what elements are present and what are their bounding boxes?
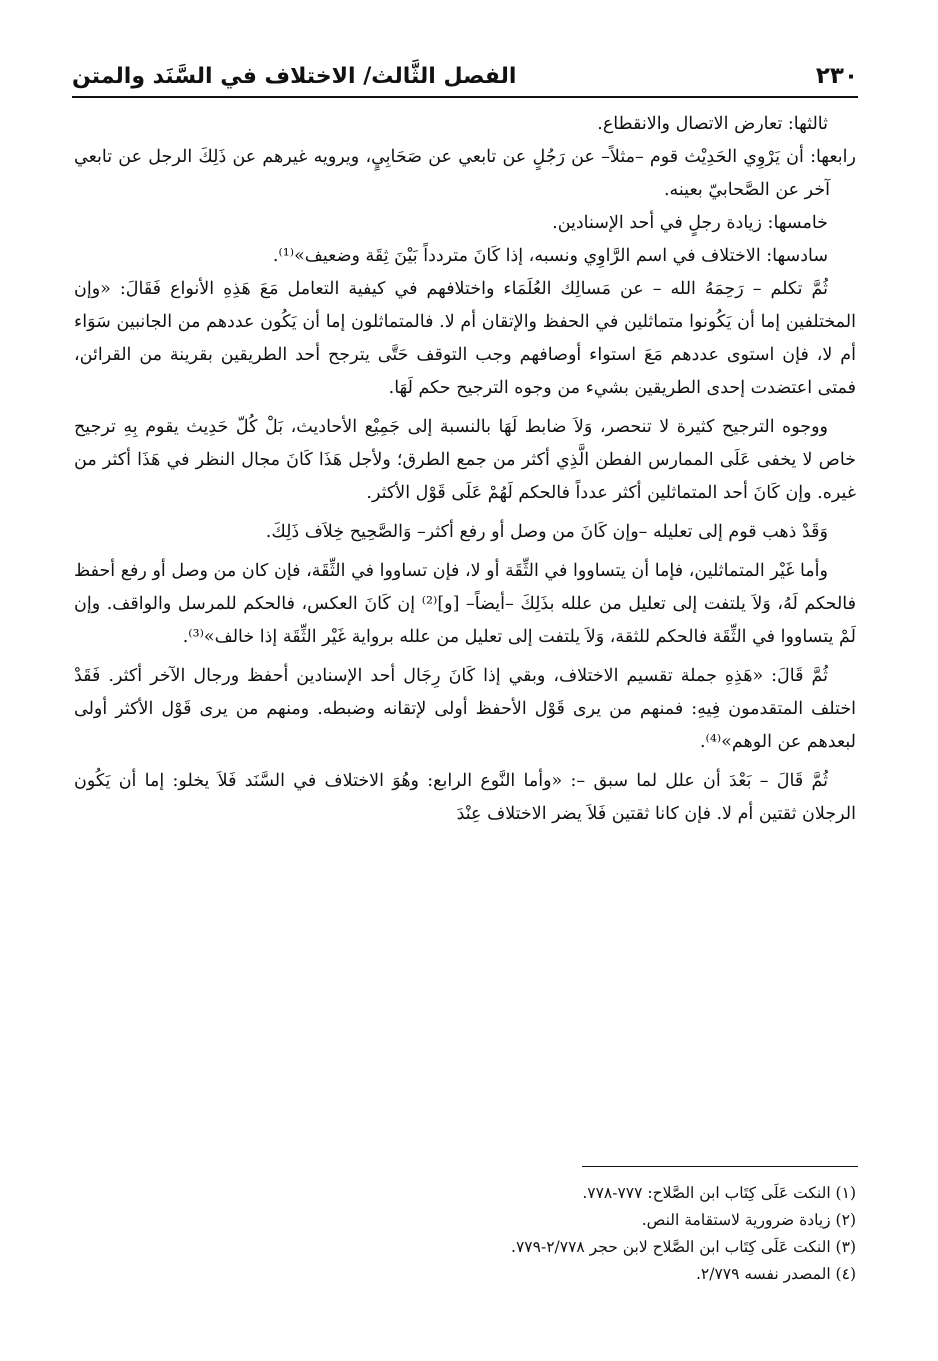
header-rule — [72, 96, 858, 98]
paragraph: وَقَدْ ذهب قوم إلى تعليله –وإن كَانَ من وصل أو رفع أكثر– وَالصَّحِيح خِلاَف ذَلِكَ. — [265, 522, 828, 542]
page-header — [72, 58, 858, 94]
paragraph: ثُمَّ قَالَ: «هَذِهِ جملة تقسيم الاختلاف، وبقي إذا كَانَ رِجَال أحد الإسنادين أحفظ ورجال الآخر أكثر. فَقَدْ اختلف المتقدمون فِيهِ: فمنهم من يرى قَوْل الأحفظ أولى لإتقانه وضبطه. ومنهم من يرى قَوْل الأكثر أولى لبعدهم عن الوهم»⁽⁴⁾. — [74, 666, 856, 752]
paragraph-third: ثالثها: تعارض الاتصال والانقطاع. — [597, 114, 828, 134]
body-text — [74, 108, 856, 1148]
footnote: (٤) المصدر نفسه ٢/٧٧٩. — [695, 1265, 856, 1283]
footnotes — [74, 1180, 856, 1288]
running-title: الفصل الثَّالث/ الاختلاف في السَّنَد والمتن — [72, 63, 517, 89]
page-number: ٢٣٠ — [815, 63, 858, 89]
footnote: (١) النكت عَلَى كِتَاب ابن الصَّلاح: ٧٧٧-٧٧٨. — [582, 1184, 856, 1202]
paragraph-sixth: سادسها: الاختلاف في اسم الرَّاوِي ونسبه، إذا كَانَ متردداً بَيْنَ ثِقَة وضعيف»⁽¹⁾. — [272, 246, 828, 266]
footnote: (٢) زيادة ضرورية لاستقامة النص. — [641, 1211, 856, 1229]
paragraph: ثُمَّ تكلم – رَحِمَهُ الله – عن مَسالِك العُلَمَاء واختلافهم في كيفية التعامل مَعَ هَذِهِ الأنواع فَقَالَ: «وإن المختلفين إما أن يَكُونوا متماثلين في الحفظ والإتقان أم لا. فالمتماثلون إما أن يَكُون عددهم من الجانبين سَوَاء أم لا، فإن استوى عددهم مَعَ استواء أوصافهم وجب التوقف حَتَّى يترجح أحد الطريقين بقرينة من القرائن، فمتى اعتضدت إحدى الطريقين بشيء من وجوه الترجيح حكم لَهَا. — [74, 279, 856, 398]
paragraph-fifth: خامسها: زيادة رجلٍ في أحد الإسنادين. — [552, 213, 828, 233]
paragraph: ووجوه الترجيح كثيرة لا تنحصر، وَلاَ ضابط لَهَا بالنسبة إلى جَمِيْع الأحاديث، بَلْ كُلّ حَدِيث يقوم بِهِ ترجيح خاص لا يخفى عَلَى الممارس الفطن الَّذِي أكثر من جمع الطرق؛ ولأجل هَذَا كَانَ مجال النظر في هَذَا أكثر من غيره. وإن كَانَ أحد المتماثلين أكثر عدداً فالحكم لَهُمْ عَلَى قَوْل الأكثر. — [74, 417, 856, 503]
paragraph: ثُمَّ قَالَ – بَعْدَ أن علل لما سبق –: «وأما النَّوع الرابع: وهُوَ الاختلاف في السَّنَد فَلاَ يخلو: إما أن يَكُون الرجلان ثقتين أم لا. فإن كانا ثقتين فَلاَ يضر الاختلاف عِنْدَ — [74, 771, 856, 824]
footnote: (٣) النكت عَلَى كِتَاب ابن الصَّلاح لابن حجر ٢/٧٧٨-٧٧٩. — [511, 1238, 856, 1256]
footnote-separator — [582, 1166, 858, 1167]
paragraph: وأما غَيْر المتماثلين، فإما أن يتساووا في الثِّقَة أو لا، فإن تساووا في الثِّقَة، فإن كان من وصل أو رفع أحفظ فالحكم لَهُ، وَلاَ يلتفت إلى تعليل من علله بذَلِكَ –أيضاً– [و]⁽²⁾ إن كَانَ العكس، فالحكم للمرسل والواقف. وإن لَمْ يتساووا في الثِّقَة فالحكم للثقة، وَلاَ يلتفت إلى تعليل من علله برواية غَيْر الثِّقَة إذا خالف»⁽³⁾. — [74, 561, 856, 647]
paragraph-fourth: رابعها: أن يَرْوِي الحَدِيْث قوم –مثلاً– عن رَجُلٍ عن تابعي عن صَحَابِيٍ، ويرويه غيرهم عن ذَلِكَ الرجل عن تابعي آخر عن الصَّحابيّ بعينه. — [74, 147, 856, 200]
